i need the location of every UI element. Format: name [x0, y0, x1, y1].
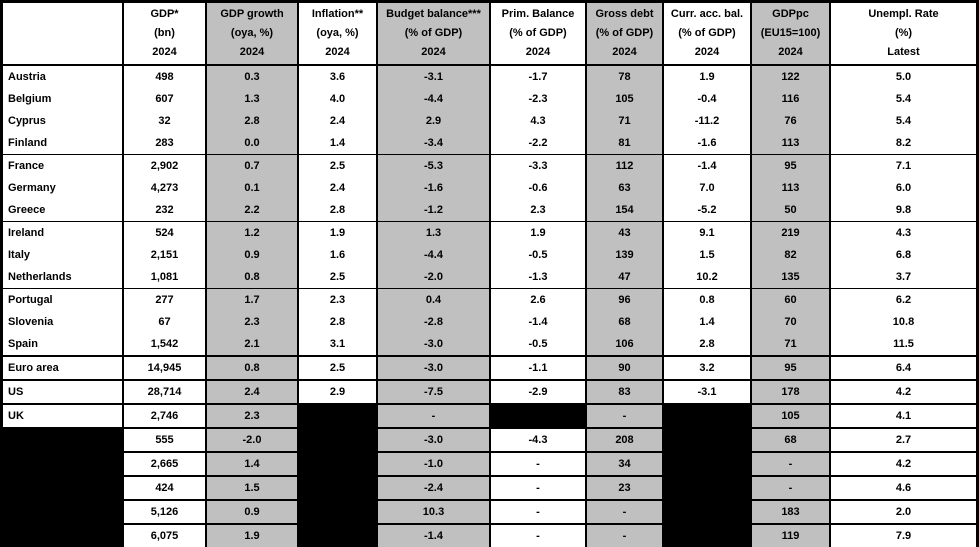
value-cell-prim-balance: -1.3: [490, 266, 586, 289]
value-cell-budget-balance: -3.4: [377, 132, 490, 155]
table-row: [3, 155, 976, 178]
value-cell-gdp-growth: 1.3: [206, 88, 298, 110]
value-cell-gdppc: 113: [751, 132, 830, 155]
column-header-line: 2024: [525, 46, 551, 58]
column-header-line: (%): [894, 27, 913, 39]
column-header-line: Inflation**: [311, 8, 364, 20]
value-cell-unempl-rate: 11.5: [830, 333, 976, 356]
column-header-line: Prim. Balance: [501, 8, 575, 20]
column-header-line: 2024: [239, 46, 265, 58]
value-cell-prim-balance: 1.9: [490, 222, 586, 245]
value-cell-gdp: 32: [123, 110, 206, 132]
value-cell-gdp: 2,665: [123, 452, 206, 476]
value-cell-budget-balance: -1.0: [377, 452, 490, 476]
value-cell-inflation: 2.5: [298, 356, 377, 380]
value-cell-unempl-rate: 5.4: [830, 88, 976, 110]
value-cell-gdp: 2,902: [123, 155, 206, 178]
value-cell-prim-balance: -0.5: [490, 244, 586, 266]
table-row: [3, 244, 976, 266]
value-cell-gdppc: 95: [751, 356, 830, 380]
value-cell-prim-balance: 4.3: [490, 110, 586, 132]
column-header-line: (% of GDP): [404, 27, 463, 39]
value-cell-budget-balance: -3.0: [377, 333, 490, 356]
value-cell-gdp: 283: [123, 132, 206, 155]
value-cell-unempl-rate: 4.1: [830, 404, 976, 428]
value-cell-gdp: 28,714: [123, 380, 206, 404]
value-cell-inflation: 1.9: [298, 222, 377, 245]
table-body: [3, 65, 976, 547]
value-cell-unempl-rate: 4.3: [830, 222, 976, 245]
value-cell-redacted: [663, 428, 751, 452]
value-cell-budget-balance: -4.4: [377, 88, 490, 110]
value-cell-prim-balance: -: [490, 524, 586, 547]
value-cell-gross-debt: 68: [586, 311, 663, 333]
table-row: [3, 88, 976, 110]
column-header-line: (% of GDP): [509, 27, 567, 39]
table-header: [3, 3, 976, 65]
value-cell-gross-debt: -: [586, 500, 663, 524]
value-cell-gdppc: 82: [751, 244, 830, 266]
value-cell-gdp-growth: 0.1: [206, 177, 298, 199]
value-cell-gdppc: 68: [751, 428, 830, 452]
value-cell-inflation: 2.5: [298, 155, 377, 178]
value-cell-inflation: 1.4: [298, 132, 377, 155]
country-cell: Cyprus: [3, 110, 123, 132]
value-cell-budget-balance: 1.3: [377, 222, 490, 245]
column-header-line: GDP*: [150, 8, 179, 20]
country-cell: Spain: [3, 333, 123, 356]
value-cell-prim-balance: 2.3: [490, 199, 586, 222]
value-cell-inflation: 2.3: [298, 289, 377, 312]
value-cell-gdp-growth: 0.3: [206, 65, 298, 88]
column-header-unempl-rate: [830, 3, 976, 65]
value-cell-inflation: 4.0: [298, 88, 377, 110]
column-header-line: 2024: [694, 46, 720, 58]
value-cell-prim-balance: -2.2: [490, 132, 586, 155]
value-cell-curr-acc-bal: -1.6: [663, 132, 751, 155]
value-cell-gdp-growth: 0.9: [206, 244, 298, 266]
value-cell-prim-balance: -3.3: [490, 155, 586, 178]
country-cell-redacted: [3, 500, 123, 524]
value-cell-gdppc: 219: [751, 222, 830, 245]
column-header-curr-acc-bal: [663, 3, 751, 65]
value-cell-budget-balance: -2.0: [377, 266, 490, 289]
country-cell: Ireland: [3, 222, 123, 245]
value-cell-redacted: [298, 452, 377, 476]
column-header-line: (oya, %): [230, 27, 274, 39]
value-cell-gross-debt: -: [586, 524, 663, 547]
column-header-prim-balance: [490, 3, 586, 65]
column-header-inflation: [298, 3, 377, 65]
value-cell-curr-acc-bal: 1.9: [663, 65, 751, 88]
value-cell-gdp: 498: [123, 65, 206, 88]
column-header-line: 2024: [325, 46, 350, 58]
value-cell-gdp: 5,126: [123, 500, 206, 524]
value-cell-gdppc: -: [751, 452, 830, 476]
value-cell-redacted: [298, 428, 377, 452]
table-row: [3, 452, 976, 476]
value-cell-prim-balance: 2.6: [490, 289, 586, 312]
value-cell-unempl-rate: 2.0: [830, 500, 976, 524]
column-header-gdp-growth: [206, 3, 298, 65]
column-header-line: GDPpc: [772, 8, 809, 20]
value-cell-gross-debt: 78: [586, 65, 663, 88]
value-cell-gross-debt: 34: [586, 452, 663, 476]
value-cell-curr-acc-bal: -0.4: [663, 88, 751, 110]
value-cell-curr-acc-bal: -11.2: [663, 110, 751, 132]
value-cell-gross-debt: 139: [586, 244, 663, 266]
value-cell-budget-balance: -1.6: [377, 177, 490, 199]
table-row: [3, 132, 976, 155]
value-cell-redacted: [298, 476, 377, 500]
value-cell-gdp-growth: 0.9: [206, 500, 298, 524]
value-cell-unempl-rate: 4.2: [830, 380, 976, 404]
column-header-budget-balance: [377, 3, 490, 65]
column-header-line: 2024: [152, 46, 177, 58]
column-header-line: (oya, %): [316, 27, 359, 39]
value-cell-curr-acc-bal: -5.2: [663, 199, 751, 222]
value-cell-gdppc: 183: [751, 500, 830, 524]
table-row: [3, 311, 976, 333]
value-cell-budget-balance: -3.0: [377, 428, 490, 452]
value-cell-gross-debt: 96: [586, 289, 663, 312]
value-cell-curr-acc-bal: 0.8: [663, 289, 751, 312]
column-header-country: [3, 3, 123, 65]
value-cell-redacted: [663, 404, 751, 428]
value-cell-prim-balance: -: [490, 452, 586, 476]
value-cell-gdp: 524: [123, 222, 206, 245]
column-header-line: 2024: [612, 46, 637, 58]
value-cell-gdp-growth: 2.4: [206, 380, 298, 404]
value-cell-redacted: [298, 524, 377, 547]
value-cell-gdp: 6,075: [123, 524, 206, 547]
value-cell-unempl-rate: 7.1: [830, 155, 976, 178]
value-cell-unempl-rate: 9.8: [830, 199, 976, 222]
value-cell-curr-acc-bal: 9.1: [663, 222, 751, 245]
table-row: [3, 428, 976, 452]
country-cell-redacted: [3, 476, 123, 500]
value-cell-gdp-growth: 0.8: [206, 356, 298, 380]
value-cell-curr-acc-bal: 1.4: [663, 311, 751, 333]
value-cell-gross-debt: 105: [586, 88, 663, 110]
country-cell: France: [3, 155, 123, 178]
column-header-gross-debt: [586, 3, 663, 65]
value-cell-inflation: 2.4: [298, 177, 377, 199]
column-header-line: GDP growth: [220, 8, 284, 20]
table-row: [3, 222, 976, 245]
column-header-line: Curr. acc. bal.: [670, 8, 744, 20]
table-row: [3, 199, 976, 222]
country-cell-redacted: [3, 524, 123, 547]
country-cell: US: [3, 380, 123, 404]
value-cell-gross-debt: -: [586, 404, 663, 428]
value-cell-redacted: [490, 404, 586, 428]
value-cell-gdp: 232: [123, 199, 206, 222]
value-cell-gross-debt: 63: [586, 177, 663, 199]
column-header-line: Unempl. Rate: [868, 8, 939, 20]
value-cell-budget-balance: -1.4: [377, 524, 490, 547]
value-cell-curr-acc-bal: 2.8: [663, 333, 751, 356]
table-row: [3, 356, 976, 380]
column-header-gdppc: [751, 3, 830, 65]
value-cell-gdp: 4,273: [123, 177, 206, 199]
table-row: [3, 333, 976, 356]
value-cell-curr-acc-bal: 10.2: [663, 266, 751, 289]
value-cell-inflation: 2.9: [298, 380, 377, 404]
value-cell-inflation: 2.8: [298, 199, 377, 222]
value-cell-unempl-rate: 6.8: [830, 244, 976, 266]
value-cell-gross-debt: 81: [586, 132, 663, 155]
value-cell-unempl-rate: 5.0: [830, 65, 976, 88]
value-cell-gdp-growth: 2.8: [206, 110, 298, 132]
table-row: [3, 110, 976, 132]
value-cell-gdp: 1,081: [123, 266, 206, 289]
value-cell-unempl-rate: 8.2: [830, 132, 976, 155]
value-cell-prim-balance: -2.9: [490, 380, 586, 404]
value-cell-unempl-rate: 3.7: [830, 266, 976, 289]
value-cell-gdp-growth: 1.2: [206, 222, 298, 245]
value-cell-gross-debt: 23: [586, 476, 663, 500]
value-cell-unempl-rate: 7.9: [830, 524, 976, 547]
country-cell: Slovenia: [3, 311, 123, 333]
table-row: [3, 404, 976, 428]
value-cell-gdppc: 95: [751, 155, 830, 178]
value-cell-budget-balance: -7.5: [377, 380, 490, 404]
value-cell-curr-acc-bal: 1.5: [663, 244, 751, 266]
value-cell-gdp: 555: [123, 428, 206, 452]
value-cell-gdp-growth: 0.8: [206, 266, 298, 289]
value-cell-curr-acc-bal: -1.4: [663, 155, 751, 178]
value-cell-gdp: 277: [123, 289, 206, 312]
value-cell-redacted: [298, 404, 377, 428]
country-cell-redacted: [3, 452, 123, 476]
value-cell-budget-balance: -: [377, 404, 490, 428]
value-cell-gdp: 67: [123, 311, 206, 333]
value-cell-inflation: 1.6: [298, 244, 377, 266]
value-cell-inflation: 2.5: [298, 266, 377, 289]
value-cell-gross-debt: 47: [586, 266, 663, 289]
value-cell-redacted: [298, 500, 377, 524]
value-cell-gross-debt: 83: [586, 380, 663, 404]
value-cell-unempl-rate: 6.4: [830, 356, 976, 380]
value-cell-gdp-growth: 2.3: [206, 311, 298, 333]
value-cell-gross-debt: 208: [586, 428, 663, 452]
value-cell-budget-balance: -5.3: [377, 155, 490, 178]
value-cell-gross-debt: 71: [586, 110, 663, 132]
value-cell-gross-debt: 43: [586, 222, 663, 245]
table-row: [3, 65, 976, 88]
value-cell-unempl-rate: 6.2: [830, 289, 976, 312]
value-cell-gdp-growth: -2.0: [206, 428, 298, 452]
value-cell-gdp: 14,945: [123, 356, 206, 380]
value-cell-gdppc: -: [751, 476, 830, 500]
column-header-line: 2024: [778, 46, 803, 58]
value-cell-prim-balance: -0.5: [490, 333, 586, 356]
value-cell-gdppc: 70: [751, 311, 830, 333]
country-cell: Netherlands: [3, 266, 123, 289]
value-cell-unempl-rate: 4.2: [830, 452, 976, 476]
value-cell-budget-balance: -3.1: [377, 65, 490, 88]
column-header-line: Latest: [887, 46, 920, 58]
table-row: [3, 266, 976, 289]
value-cell-gdppc: 105: [751, 404, 830, 428]
table-row: [3, 476, 976, 500]
column-header-line: 2024: [421, 46, 446, 58]
value-cell-gdppc: 50: [751, 199, 830, 222]
value-cell-prim-balance: -1.1: [490, 356, 586, 380]
country-cell: Euro area: [3, 356, 123, 380]
value-cell-prim-balance: -1.4: [490, 311, 586, 333]
value-cell-gross-debt: 90: [586, 356, 663, 380]
column-header-line: Gross debt: [595, 8, 654, 20]
value-cell-gdppc: 76: [751, 110, 830, 132]
value-cell-gross-debt: 154: [586, 199, 663, 222]
value-cell-gdp-growth: 1.9: [206, 524, 298, 547]
value-cell-gdppc: 71: [751, 333, 830, 356]
country-cell: Germany: [3, 177, 123, 199]
value-cell-inflation: 2.4: [298, 110, 377, 132]
value-cell-prim-balance: -4.3: [490, 428, 586, 452]
value-cell-redacted: [663, 524, 751, 547]
country-cell: UK: [3, 404, 123, 428]
country-cell: Finland: [3, 132, 123, 155]
value-cell-budget-balance: -2.4: [377, 476, 490, 500]
value-cell-gdp-growth: 2.3: [206, 404, 298, 428]
column-header-line: (bn): [154, 27, 175, 39]
value-cell-prim-balance: -2.3: [490, 88, 586, 110]
value-cell-gdp-growth: 1.5: [206, 476, 298, 500]
value-cell-gdppc: 122: [751, 65, 830, 88]
value-cell-gdp-growth: 1.7: [206, 289, 298, 312]
value-cell-gdppc: 135: [751, 266, 830, 289]
value-cell-redacted: [663, 452, 751, 476]
value-cell-prim-balance: -0.6: [490, 177, 586, 199]
value-cell-curr-acc-bal: 3.2: [663, 356, 751, 380]
column-header-line: Budget balance***: [386, 8, 481, 20]
value-cell-budget-balance: -4.4: [377, 244, 490, 266]
value-cell-gdp: 424: [123, 476, 206, 500]
table-row: [3, 177, 976, 199]
value-cell-redacted: [663, 500, 751, 524]
value-cell-gdp: 2,151: [123, 244, 206, 266]
value-cell-gdppc: 116: [751, 88, 830, 110]
header-row: [3, 3, 976, 65]
value-cell-inflation: 2.8: [298, 311, 377, 333]
column-header-line: (% of GDP): [678, 27, 736, 39]
value-cell-prim-balance: -1.7: [490, 65, 586, 88]
country-cell: Greece: [3, 199, 123, 222]
value-cell-budget-balance: 2.9: [377, 110, 490, 132]
column-header-gdp: [123, 3, 206, 65]
value-cell-budget-balance: -3.0: [377, 356, 490, 380]
table-row: [3, 380, 976, 404]
column-header-line: (EU15=100): [760, 27, 821, 39]
value-cell-prim-balance: -: [490, 476, 586, 500]
value-cell-gdppc: 178: [751, 380, 830, 404]
country-cell-redacted: [3, 428, 123, 452]
value-cell-gdp-growth: 0.7: [206, 155, 298, 178]
value-cell-redacted: [663, 476, 751, 500]
value-cell-unempl-rate: 5.4: [830, 110, 976, 132]
country-cell: Belgium: [3, 88, 123, 110]
column-header-line: (% of GDP): [595, 27, 654, 39]
value-cell-budget-balance: 0.4: [377, 289, 490, 312]
value-cell-gdp-growth: 1.4: [206, 452, 298, 476]
table-row: [3, 289, 976, 312]
table-row: [3, 500, 976, 524]
value-cell-budget-balance: -2.8: [377, 311, 490, 333]
value-cell-inflation: 3.1: [298, 333, 377, 356]
value-cell-curr-acc-bal: -3.1: [663, 380, 751, 404]
value-cell-gdppc: 119: [751, 524, 830, 547]
value-cell-gdp-growth: 0.0: [206, 132, 298, 155]
value-cell-budget-balance: 10.3: [377, 500, 490, 524]
value-cell-curr-acc-bal: 7.0: [663, 177, 751, 199]
country-cell: Italy: [3, 244, 123, 266]
value-cell-unempl-rate: 4.6: [830, 476, 976, 500]
value-cell-inflation: 3.6: [298, 65, 377, 88]
value-cell-prim-balance: -: [490, 500, 586, 524]
data-table: [3, 3, 976, 547]
value-cell-gdp: 2,746: [123, 404, 206, 428]
table-row: [3, 524, 976, 547]
value-cell-unempl-rate: 10.8: [830, 311, 976, 333]
value-cell-gross-debt: 112: [586, 155, 663, 178]
value-cell-gdp-growth: 2.1: [206, 333, 298, 356]
value-cell-gdppc: 60: [751, 289, 830, 312]
country-cell: Austria: [3, 65, 123, 88]
value-cell-gross-debt: 106: [586, 333, 663, 356]
value-cell-budget-balance: -1.2: [377, 199, 490, 222]
value-cell-gdp: 1,542: [123, 333, 206, 356]
value-cell-unempl-rate: 2.7: [830, 428, 976, 452]
value-cell-gdppc: 113: [751, 177, 830, 199]
country-cell: Portugal: [3, 289, 123, 312]
value-cell-gdp-growth: 2.2: [206, 199, 298, 222]
value-cell-gdp: 607: [123, 88, 206, 110]
value-cell-unempl-rate: 6.0: [830, 177, 976, 199]
